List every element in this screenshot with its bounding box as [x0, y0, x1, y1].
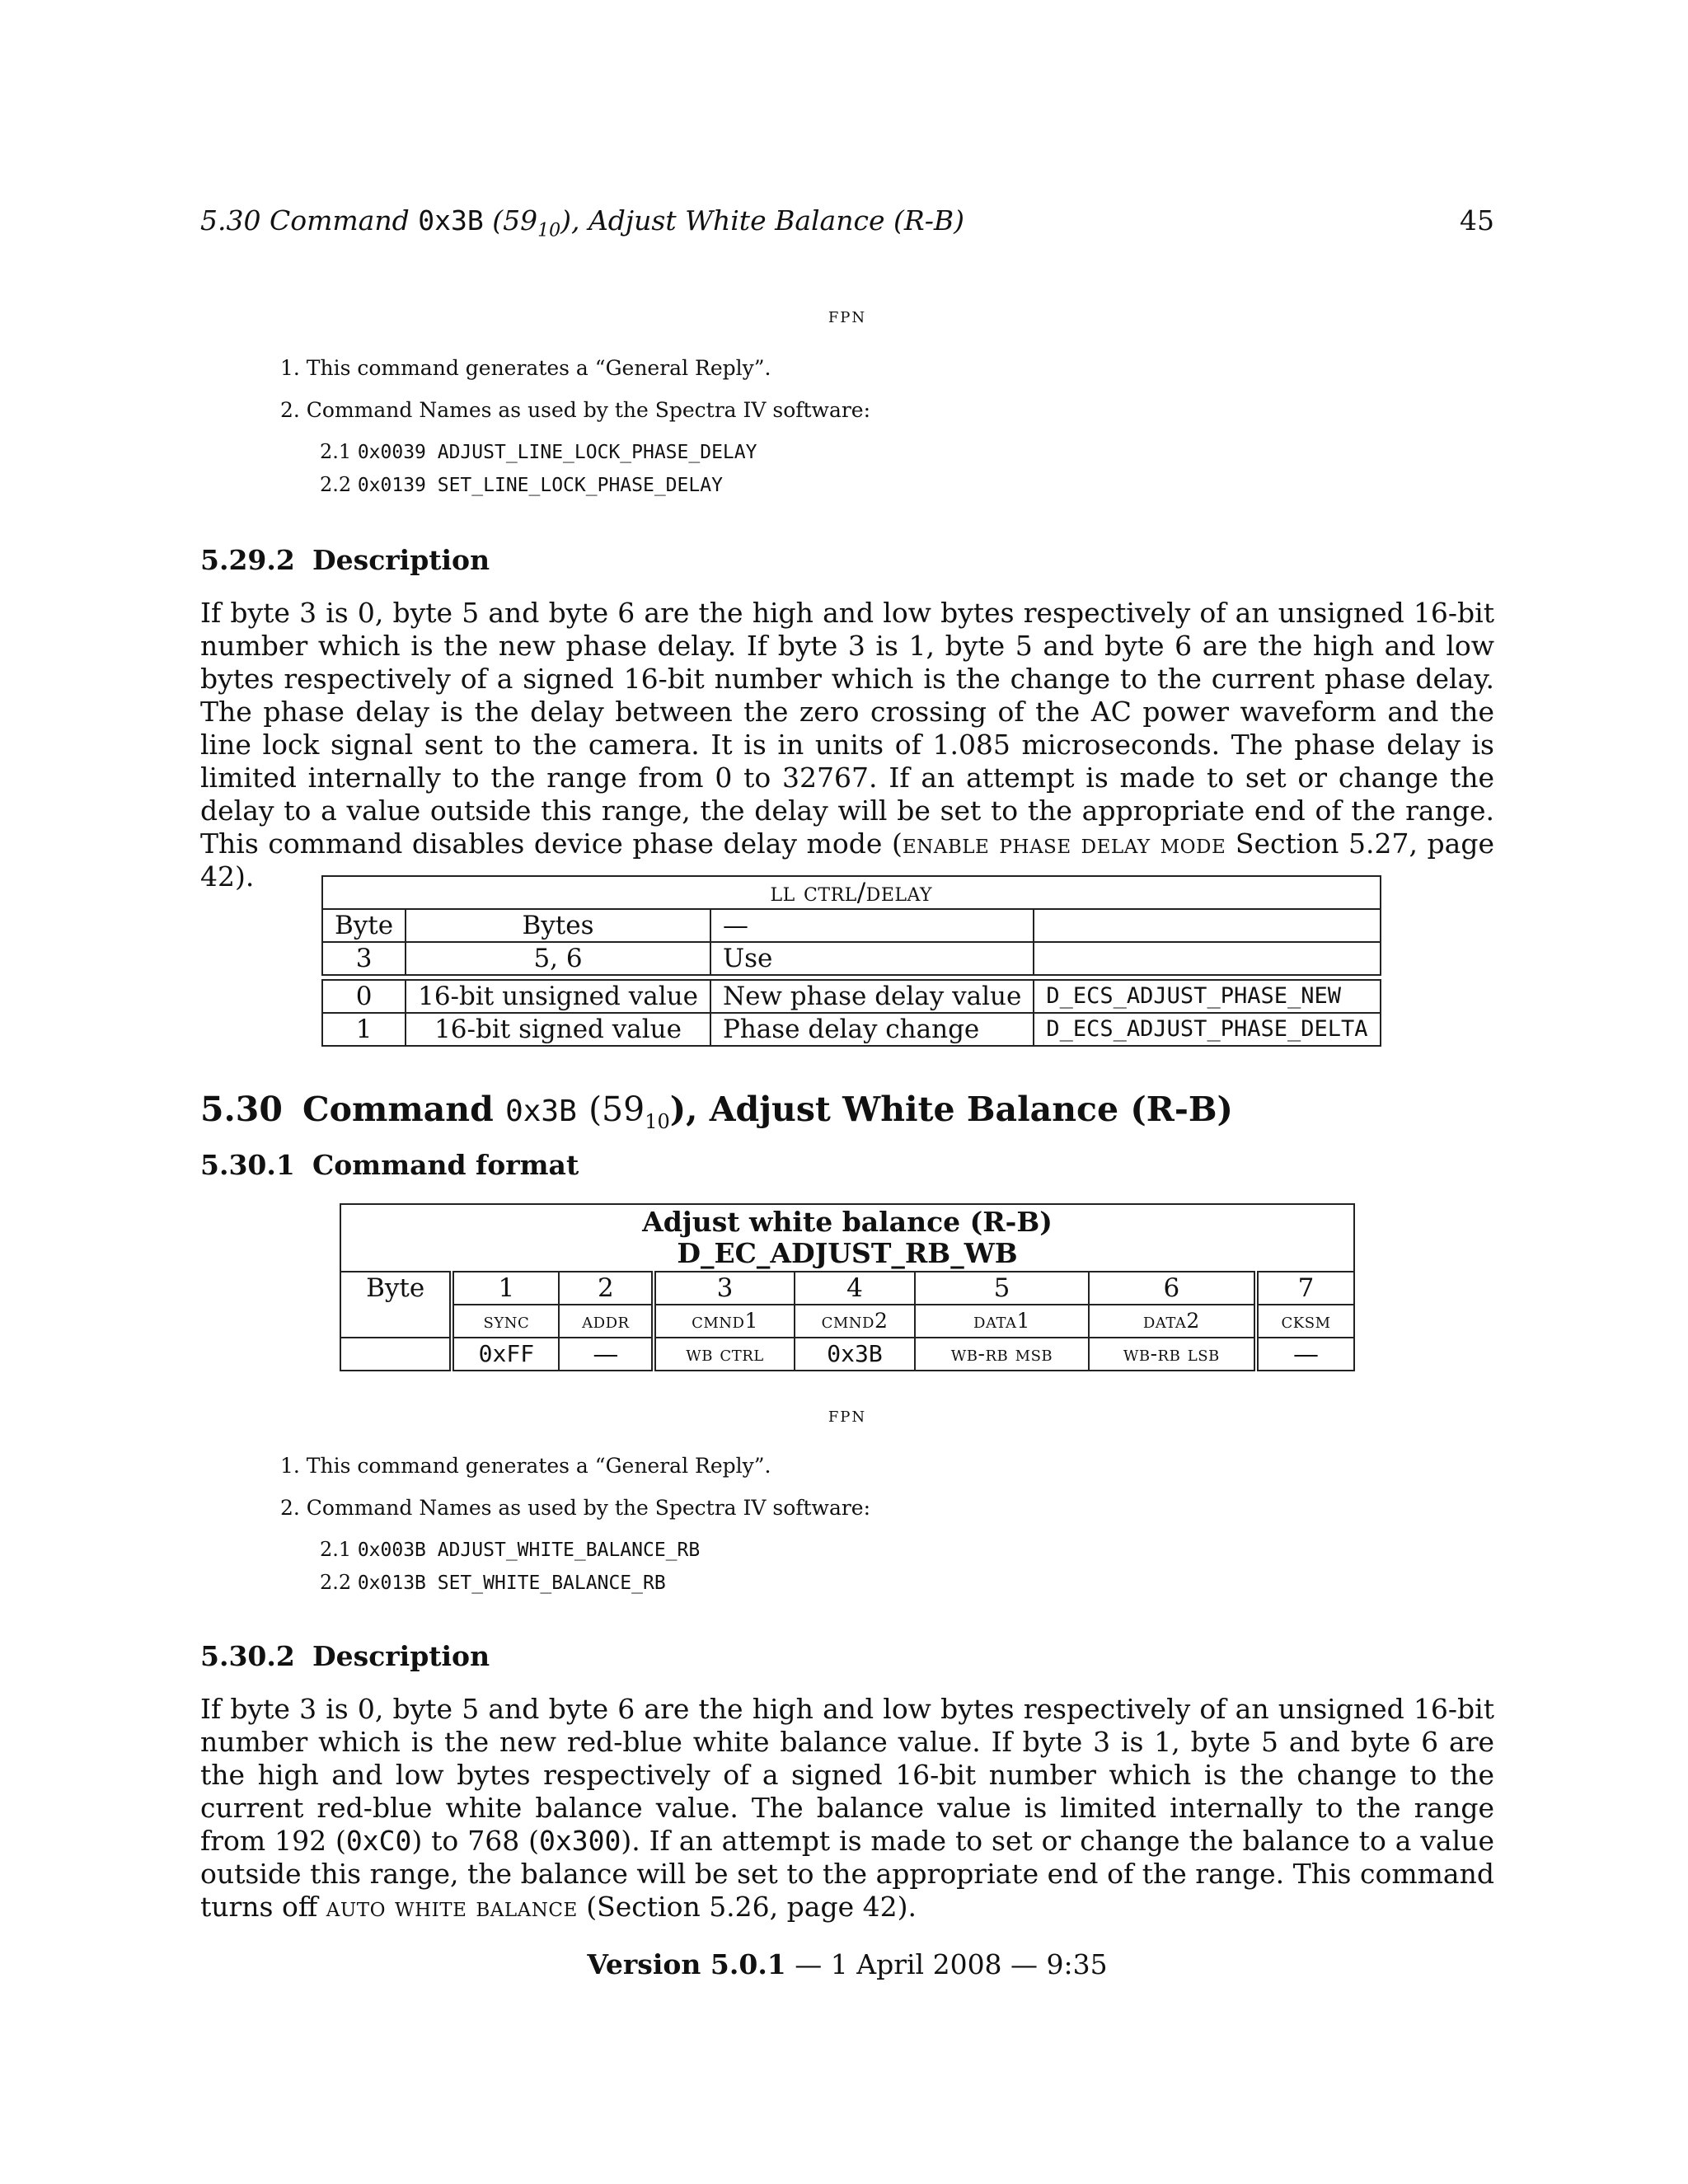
field-name: addr — [559, 1305, 654, 1338]
note-command-names: 2. Command Names as used by the Spectra IV software: — [280, 398, 871, 422]
running-head-decimal-sub: 10 — [537, 220, 561, 241]
table-cell: New phase delay value — [710, 980, 1034, 1013]
value-cell: wb-rb lsb — [1089, 1338, 1257, 1371]
value-cell: wb-rb msb — [915, 1338, 1088, 1371]
table-cell: D_ECS_ADJUST_PHASE_DELTA — [1034, 1013, 1380, 1046]
section-title: Description — [312, 1640, 490, 1672]
section-decimal: (59 — [588, 1090, 645, 1129]
table-row — [322, 980, 1381, 1013]
sub-item-label: 2.2 — [320, 473, 352, 496]
field-name-row — [340, 1305, 1354, 1338]
byte-number: 7 — [1256, 1272, 1354, 1305]
value-row — [340, 1338, 1354, 1371]
field-name: data2 — [1089, 1305, 1257, 1338]
value-cell: wb ctrl — [654, 1338, 794, 1371]
value-cell: 0xFF — [452, 1338, 559, 1371]
paragraph-code: 0xC0 — [345, 1825, 412, 1857]
notes-list — [280, 1454, 1352, 1604]
section-title: Description — [312, 544, 490, 576]
sub-item-label: 2.1 — [320, 440, 352, 463]
fpn-caption: fpn — [828, 303, 867, 328]
table-cell: 16-bit signed value — [406, 1013, 710, 1046]
paragraph-code: 0x300 — [539, 1825, 621, 1857]
footer-version: Version 5.0.1 — [587, 1948, 786, 1980]
page-number: 45 — [1460, 204, 1494, 237]
paragraph-text: Section 5.27, page 42). — [200, 827, 1494, 893]
table-subheader-row — [322, 942, 1381, 975]
note-sub-item — [320, 440, 1352, 463]
running-head-decimal: (59 — [492, 204, 538, 237]
note-command-names: 2. Command Names as used by the Spectra IV software: — [280, 1496, 871, 1520]
header-cell: Bytes — [406, 909, 710, 942]
table-cell: Phase delay change — [710, 1013, 1034, 1046]
ll-ctrl-delay-table — [321, 875, 1381, 1047]
table-cell: D_ECS_ADJUST_PHASE_NEW — [1034, 980, 1380, 1013]
sub-item-label: 2.1 — [320, 1538, 352, 1561]
paragraph-text: ). If an attempt is made to set or change the balance to a value outside this range, the balance will be set to the appropriate end of the range. This command turns off — [200, 1825, 1494, 1923]
byte-number: 6 — [1089, 1272, 1257, 1305]
note-general-reply: 1. This command generates a “General Reply”. — [280, 356, 771, 380]
table-title-line: D_EC_ADJUST_RB_WB — [677, 1237, 1018, 1269]
section-decimal-sub: 10 — [645, 1110, 670, 1134]
running-head-prefix: 5.30 Command — [200, 204, 410, 237]
running-head — [200, 204, 1494, 241]
section-title: Command — [302, 1090, 494, 1129]
paragraph-smallcaps: enable phase delay mode — [902, 827, 1226, 860]
value-cell: 0x3B — [795, 1338, 916, 1371]
byte-number: 5 — [915, 1272, 1088, 1305]
table-cell: 1 — [322, 1013, 406, 1046]
table-title — [340, 1204, 1354, 1272]
value-cell: — — [559, 1338, 654, 1371]
field-name: data1 — [915, 1305, 1088, 1338]
section-heading-5-30-1 — [200, 1149, 579, 1181]
header-cell: — — [710, 909, 1034, 942]
byte-number-row — [340, 1272, 1354, 1305]
section-title-rest: ), Adjust White Balance (R-B) — [669, 1090, 1233, 1129]
field-name: sync — [452, 1305, 559, 1338]
description-paragraph-5-29-2 — [200, 597, 1494, 893]
field-name: cmnd1 — [654, 1305, 794, 1338]
fpn-caption: fpn — [828, 1403, 867, 1427]
sub-item-code: 0x0039 ADJUST_LINE_LOCK_PHASE_DELAY — [357, 442, 757, 463]
running-head-suffix: ), Adjust White Balance (R-B) — [560, 204, 964, 237]
sub-item-label: 2.2 — [320, 1571, 352, 1594]
field-name: cksm — [1256, 1305, 1354, 1338]
table-header-row — [322, 909, 1381, 942]
header-cell — [1034, 942, 1380, 975]
value-cell: — — [1256, 1338, 1354, 1371]
note-sub-item — [320, 473, 1352, 496]
table-row — [322, 1013, 1381, 1046]
paragraph-text: (Section 5.26, page 42). — [577, 1891, 917, 1923]
footer-date: — 1 April 2008 — 9:35 — [785, 1948, 1108, 1980]
sub-item-code: 0x003B ADJUST_WHITE_BALANCE_RB — [357, 1540, 701, 1561]
header-cell — [1034, 909, 1380, 942]
sub-item-code: 0x013B SET_WHITE_BALANCE_RB — [357, 1572, 666, 1594]
field-name: cmnd2 — [795, 1305, 916, 1338]
page-footer — [200, 1948, 1494, 1980]
byte-number: 3 — [654, 1272, 794, 1305]
section-heading-5-29-2 — [200, 544, 490, 576]
section-number: 5.29.2 — [200, 544, 295, 576]
notes-list — [280, 356, 1352, 506]
header-cell: 3 — [322, 942, 406, 975]
section-heading-5-30-2 — [200, 1640, 490, 1672]
adjust-white-balance-table — [340, 1203, 1355, 1371]
sub-item-code: 0x0139 SET_LINE_LOCK_PHASE_DELAY — [357, 475, 723, 496]
byte-label: Byte — [340, 1272, 452, 1338]
table-cell: 0 — [322, 980, 406, 1013]
description-paragraph-5-30-2 — [200, 1693, 1494, 1924]
paragraph-text: ) to 768 ( — [411, 1825, 540, 1857]
section-number: 5.30 — [200, 1090, 283, 1129]
section-heading-5-30 — [200, 1090, 1233, 1133]
table-title-line: Adjust white balance (R-B) — [642, 1206, 1053, 1238]
note-sub-item — [320, 1571, 1352, 1594]
paragraph-smallcaps: auto white balance — [326, 1891, 578, 1923]
note-sub-item — [320, 1538, 1352, 1561]
section-number: 5.30.2 — [200, 1640, 295, 1672]
header-cell: Byte — [322, 909, 406, 942]
byte-number: 4 — [795, 1272, 916, 1305]
header-cell: 5, 6 — [406, 942, 710, 975]
note-general-reply: 1. This command generates a “General Reply”. — [280, 1454, 771, 1478]
running-head-code: 0x3B — [418, 204, 484, 237]
paragraph-text: If byte 3 is 0, byte 5 and byte 6 are the high and low bytes respectively of an unsigned 16-bit number which is the new red-blue white balance value. If byte 3 is 1, byte 5 and byte 6 are the high and low bytes respectively of a signed 16-bit number which is the change to the current red-blue white balance value. The balance value is limited internally to the range from 192 ( — [200, 1693, 1494, 1857]
byte-number: 2 — [559, 1272, 654, 1305]
section-number: 5.30.1 — [200, 1149, 295, 1181]
paragraph-text: If byte 3 is 0, byte 5 and byte 6 are the high and low bytes respectively of an unsigned 16-bit number which is the new phase delay. If byte 3 is 1, byte 5 and byte 6 are the high and low bytes respectively of a signed 16-bit number which is the change to the current phase delay. The phase delay is the delay between the zero crossing of the AC power waveform and the line lock signal sent to the camera. It is in units of 1.085 microseconds. The phase delay is limited internally to the range from 0 to 32767. If an attempt is made to set or change the delay to a value outside this range, the delay will be set to the appropriate end of the range. This command disables device phase delay mode ( — [200, 597, 1494, 860]
table-caption: ll ctrl/delay — [322, 876, 1381, 909]
value-cell-empty — [340, 1338, 452, 1371]
section-title: Command format — [312, 1149, 579, 1181]
header-cell: Use — [710, 942, 1034, 975]
section-code: 0x3B — [505, 1094, 577, 1128]
byte-number: 1 — [452, 1272, 559, 1305]
table-cell: 16-bit unsigned value — [406, 980, 710, 1013]
